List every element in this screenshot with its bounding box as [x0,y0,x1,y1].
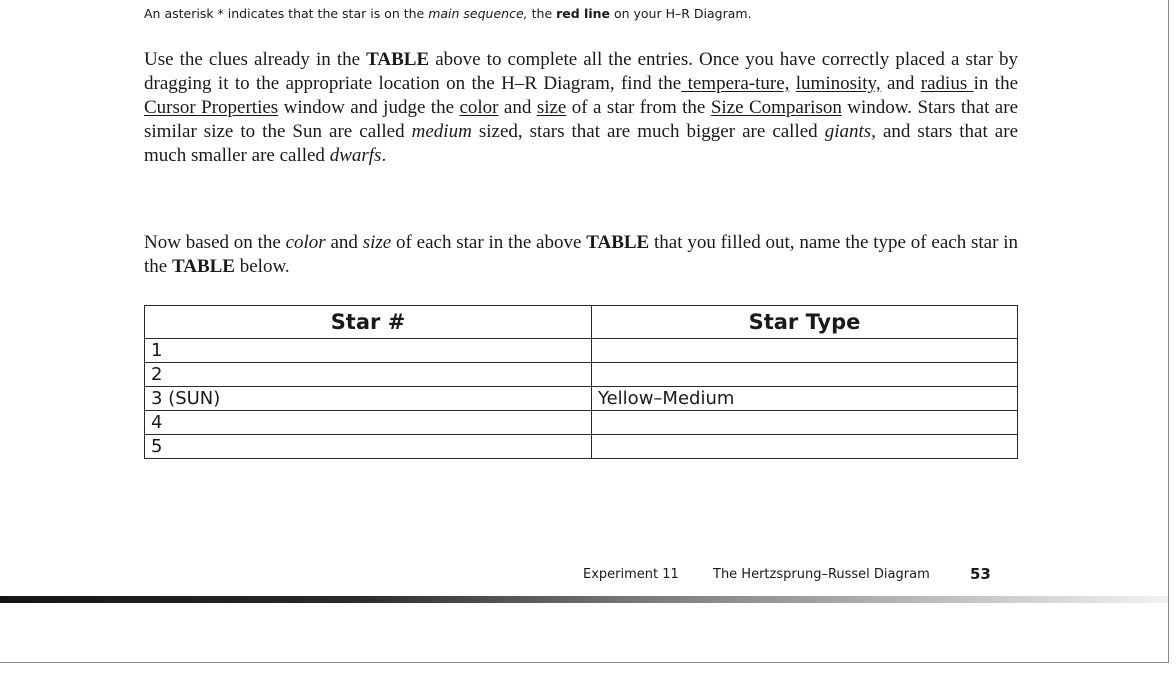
cell-star-type[interactable] [592,411,1018,435]
asterisk-note [144,6,1044,21]
term-size: size [362,232,392,253]
cell-star-type[interactable]: Yellow–Medium [592,387,1018,411]
term-radius: radius [920,73,974,94]
para-text: and [325,232,363,253]
para-text: sized, stars that are much bigger are called [471,121,825,142]
table-row [145,435,1018,459]
table-row [145,387,1018,411]
para-text: and [498,97,537,118]
note-text: An asterisk * indicates that the star is on the [144,6,429,21]
cell-star-type[interactable] [592,339,1018,363]
para-text: window and judge the [278,97,460,118]
footer-title: The Hertzsprung–Russel Diagram [713,567,930,582]
para-text: and stars that are much smaller are called [144,121,1018,166]
para-text: . [381,145,387,166]
table-row [145,411,1018,435]
cell-star-number: 3 (SUN) [145,387,592,411]
para-text: above to complete all the entries. Once you have correctly placed a star by dragging it to the appropriate location on the H–R Diagram, find the [144,49,1018,94]
para-bold: TABLE [586,232,650,253]
para-text: in the [973,73,1019,94]
cell-star-type[interactable] [592,435,1018,459]
footer-gradient-rule [0,596,1169,603]
term-luminosity: luminosity, [795,73,881,94]
cell-star-number: 2 [145,363,592,387]
page-border-right [1168,0,1169,663]
para-bold: TABLE [171,256,235,277]
para-text: of a star from the [566,97,711,118]
term-cursor-properties: Cursor Properties [144,97,279,118]
para-text: that you filled out, name the type of each star in the [144,232,1018,277]
term-color: color [285,232,326,253]
page-border-bottom [0,662,1169,663]
para-text: of each star in the above [391,232,587,253]
instructions-paragraph [144,48,1018,168]
term-giants: giants, [824,121,876,142]
para-bold: TABLE [366,49,430,70]
term-size: size [536,97,567,118]
cell-star-number: 1 [145,339,592,363]
table-row [145,339,1018,363]
note-text: the [527,6,557,21]
term-temperature: tempera-ture, [681,73,790,94]
note-bold: red line [556,6,610,21]
cell-star-number: 5 [145,435,592,459]
term-dwarfs: dwarfs [329,145,382,166]
task-paragraph [144,231,1018,279]
table-header-row [145,306,1018,339]
table-row [145,363,1018,387]
para-text: below. [234,256,290,277]
star-type-table [144,305,1018,459]
term-medium: medium [411,121,472,142]
footer-experiment: Experiment 11 [583,567,679,582]
para-text: Now based on the [144,232,286,253]
para-text: and [880,73,921,94]
note-text: on your H–R Diagram. [610,6,752,21]
page-number: 53 [970,565,991,583]
cell-star-type[interactable] [592,363,1018,387]
header-star-number: Star # [145,306,592,339]
cell-star-number: 4 [145,411,592,435]
note-italic: main sequence, [428,6,528,21]
header-star-type: Star Type [592,306,1018,339]
term-color: color [459,97,499,118]
term-size-comparison: Size Comparison [710,97,842,118]
para-text: window. Stars that are similar size to the Sun are called [144,97,1019,142]
para-text: Use the clues already in the [144,49,367,70]
